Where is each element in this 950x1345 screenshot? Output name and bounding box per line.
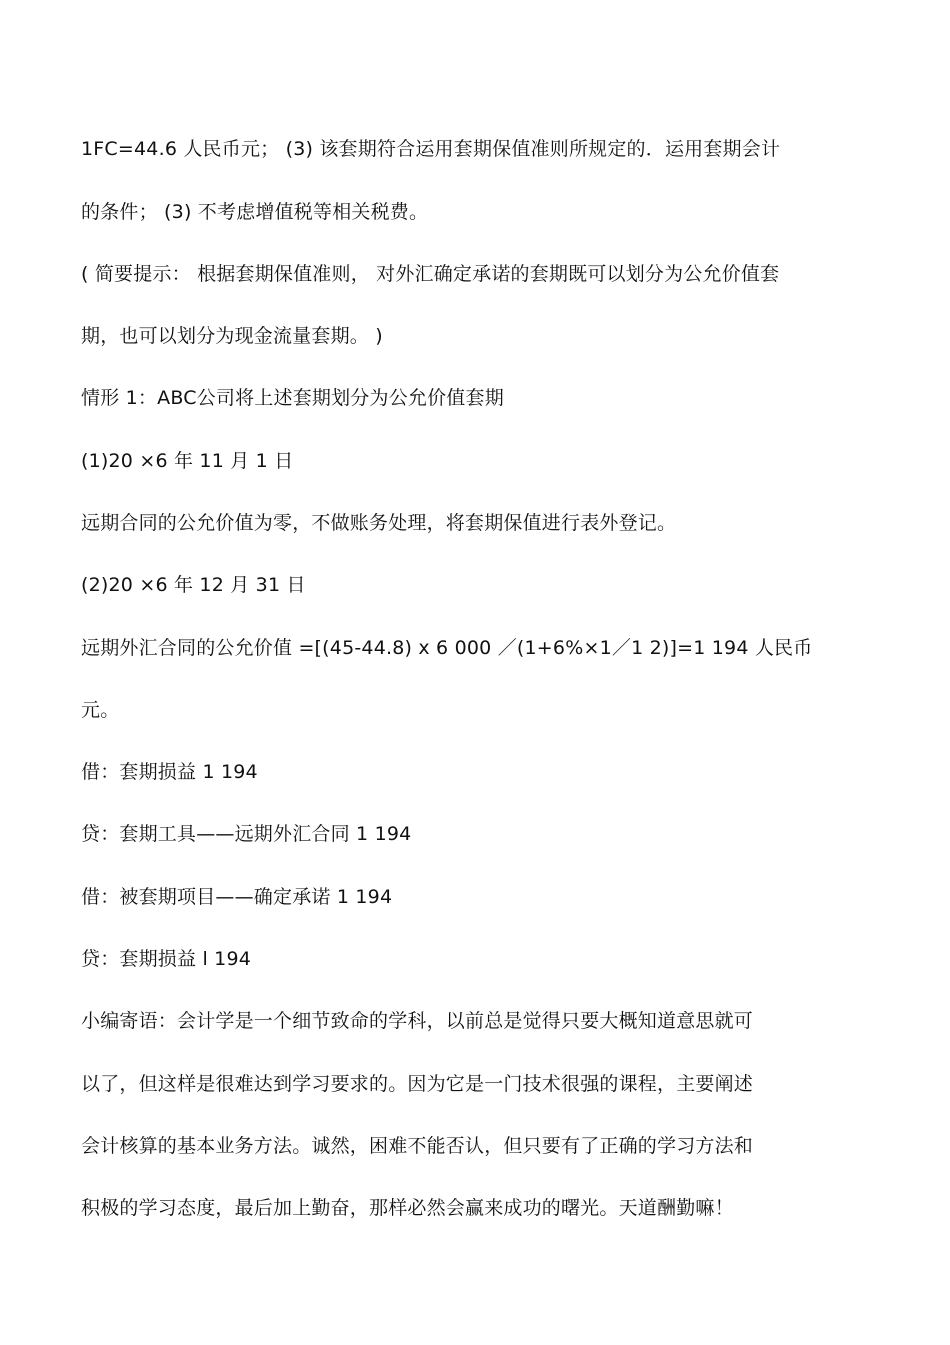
text-line: 情形 1：ABC公司将上述套期划分为公允价值套期 xyxy=(81,387,504,409)
text-line: 借：被套期项目——确定承诺 1 194 xyxy=(81,886,393,908)
text-line: 积极的学习态度，最后加上勤奋，那样必然会赢来成功的曙光。天道酬勤嘛！ xyxy=(81,1197,734,1219)
text-line: (1)20 ×6 年 11 月 1 日 xyxy=(81,450,294,472)
text-line: 远期外汇合同的公允价值 =[(45-44.8) x 6 000 ／(1+6%×1／1 2)]=1 194 人民币 xyxy=(81,637,813,659)
text-line: (2)20 ×6 年 12 月 31 日 xyxy=(81,574,306,596)
text-line: 贷：套期损益 l 194 xyxy=(81,948,252,970)
text-line: 1FC=44.6 人民币元； (3) 该套期符合运用套期保值准则所规定的．运用套期会计 xyxy=(81,138,781,160)
text-line: 以了，但这样是很难达到学习要求的。因为它是一门技术很强的课程，主要阐述 xyxy=(81,1073,754,1095)
text-line: 期，也可以划分为现金流量套期。 ) xyxy=(81,325,383,347)
text-line: ( 简要提示： 根据套期保值准则， 对外汇确定承诺的套期既可以划分为公允价值套 xyxy=(81,263,780,285)
text-line: 会计核算的基本业务方法。诚然，困难不能否认，但只要有了正确的学习方法和 xyxy=(81,1135,754,1157)
text-line: 小编寄语：会计学是一个细节致命的学科，以前总是觉得只要大概知道意思就可 xyxy=(81,1010,754,1032)
text-line: 远期合同的公允价值为零，不做账务处理，将套期保值进行表外登记。 xyxy=(81,512,677,534)
text-line: 的条件； (3) 不考虑增值税等相关税费。 xyxy=(81,201,429,223)
text-line: 借：套期损益 1 194 xyxy=(81,761,258,783)
text-line: 元。 xyxy=(81,699,120,721)
text-line: 贷：套期工具——远期外汇合同 1 194 xyxy=(81,823,412,845)
